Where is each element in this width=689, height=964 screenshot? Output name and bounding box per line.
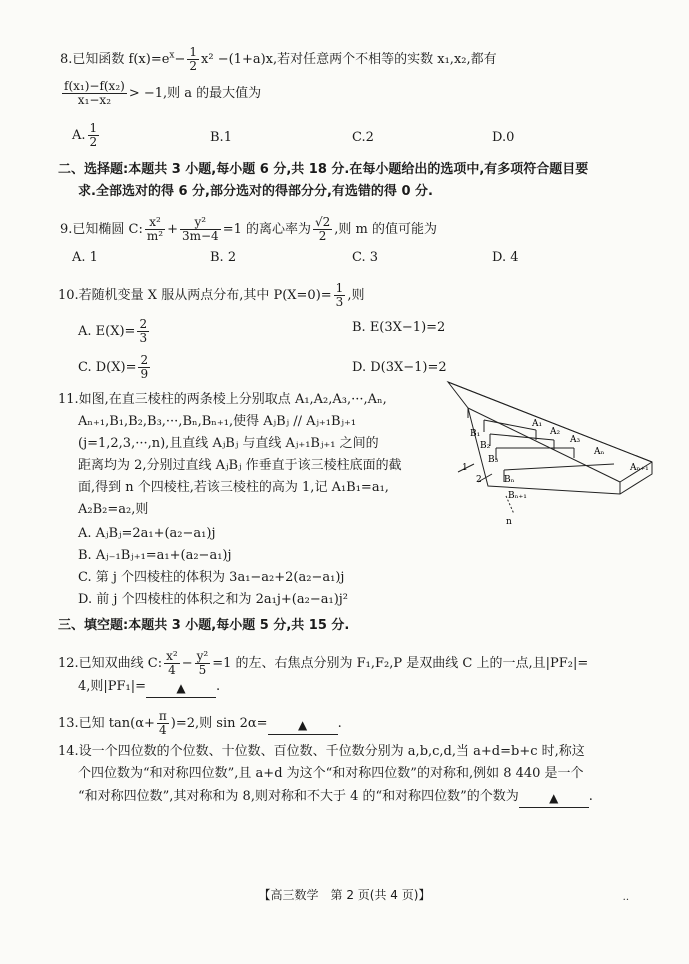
q9-e-den: 2 [318,229,327,243]
q9-f1-num: x² [145,216,165,230]
q12-answer-marker: ▲ [176,681,186,695]
q11-option-a: A. AⱼBⱼ=2a₁+(a₂−a₁)j [78,526,216,541]
q11-line4: 距离均为 2,分别过直线 AⱼBⱼ 作垂直于该三棱柱底面的截 [78,458,402,473]
q10-p-den: 3 [335,295,344,309]
q14-answer-marker: ▲ [549,791,559,805]
q8-stem-line1 [60,46,497,73]
section3-heading: 三、填空题:本题共 3 小题,每小题 5 分,共 15 分. [58,618,350,633]
q9-fraction-x [145,216,165,243]
q14-line2: 个四位数为“和对称四位数”,且 a+d 为这个“和对称四位数”的对称和,例如 8 440 是一个 [78,766,584,781]
q10-option-c-text: C. D(X)= [78,360,137,375]
label-bn: Bₙ [504,475,515,485]
q12-f2-num: y² [196,649,209,663]
q13-pi-den: 4 [159,723,167,737]
q10-option-a-den: 3 [139,331,148,345]
q11-line3: (j=1,2,3,···,n),且直线 AⱼBⱼ 与直线 Aⱼ₊₁Bⱼ₊₁ 之间的 [78,436,379,451]
q11-line6: A₂B₂=a₂,则 [78,502,149,517]
section2-heading-line1: 二、选择题:本题共 3 小题,每小题 6 分,共 18 分.在每小题给出的选项中,有多项符合题目要 [58,162,589,177]
q12-fraction-y [195,650,211,677]
q10-option-c-num: 2 [140,353,149,367]
q10-option-c [78,354,152,381]
q8-option-b [210,130,232,146]
q10-p-num: 1 [335,281,344,295]
q8-option-a-num: 1 [89,121,98,135]
q8-difference-quotient [62,80,127,107]
q9-f1-den: m² [146,229,164,243]
q12-end: . [216,679,221,694]
label-a1: A₁ [532,419,543,429]
q11-option-c: C. 第 j 个四棱柱的体积为 3a₁−a₂+2(a₂−a₁)j [78,570,345,585]
q11-line2: Aₙ₊₁,B₁,B₂,B₃,···,Bₙ,Bₙ₊₁,使得 AⱼBⱼ // Aⱼ₊₁Bⱼ₊₁ [78,414,357,429]
q8-option-c-text: 2 [365,130,374,145]
q12-stem [58,650,588,677]
q9-fraction-y [180,216,221,243]
label-a2: A₂ [550,427,561,437]
q8-minus: − [174,52,186,67]
q13-answer-marker: ▲ [297,718,308,732]
q9-option-a: A. 1 [72,250,98,265]
q12-f1-num: x² [166,649,178,663]
label-bn1: Bₙ₊₁ [508,491,527,501]
label-b2: B₂ [480,441,491,451]
q12-stem-b: =1 的左、右焦点分别为 F₁,F₂,P 是双曲线 C 上的一点,且|PF₂|= [212,656,589,671]
q10-option-c-fraction [138,354,150,381]
q14-end: . [588,789,593,804]
q9-option-d: D. 4 [492,250,519,265]
q9-stem-b: =1 的离心率为 [222,222,311,237]
label-2: 2 [476,475,482,485]
q12-stem-a: 12.已知双曲线 C: [58,656,163,671]
q9-e-num: √2 [314,215,331,229]
section-n [504,464,614,470]
q14-answer-blank[interactable] [519,790,589,808]
q10-stem [58,282,364,309]
q8-half-den: 2 [189,59,198,73]
q10-probability [334,282,346,309]
q8-half-fraction [187,46,199,73]
footer-corner-mark: .. [622,892,629,903]
q10-option-b: B. E(3X−1)=2 [352,320,446,335]
q13-stem-b: )=2,则 sin 2α= [170,716,268,731]
q9-stem-a: 9.已知椭圆 C: [60,222,143,237]
q8-option-d-label: D. [492,130,507,145]
q9-eccentricity [313,216,332,243]
section2-heading-line2: 求.全部选对的得 6 分,部分选对的得部分分,有选错的得 0 分. [78,184,433,199]
q10-option-a [78,318,151,345]
label-n: n [506,517,512,527]
q12-fraction-x [164,650,180,677]
q12-line2 [78,678,220,696]
q9-option-c: C. 3 [352,250,379,265]
q8-stem-a: 8.已知函数 f(x)=e [60,52,170,67]
q8-option-b-text: 1 [223,130,232,145]
q12-line2-text: 4,则|PF₁|= [78,679,147,694]
q8-option-c [352,130,374,146]
q14-line3 [78,788,593,806]
label-b1: B₁ [470,429,481,439]
q10-option-c-den: 9 [140,367,149,381]
q12-f1-den: 4 [168,663,176,677]
label-b3: B₃ [488,455,499,465]
q9-plus: + [167,222,178,237]
q11-option-b: B. Aⱼ₋₁Bⱼ₊₁=a₁+(a₂−a₁)j [78,548,232,563]
q13-pi-num: π [158,709,167,723]
label-an1: Aₙ₊₁ [630,463,649,473]
q9-stem [60,216,437,243]
q8-sup-x: x [169,50,175,61]
q9-f2-num: y² [180,216,221,230]
q13-pi-over-4 [157,710,169,737]
q10-option-d: D. D(3X−1)=2 [352,360,447,375]
q13-stem [58,710,342,737]
q10-option-a-fraction [137,318,149,345]
q8-stem-c: > −1,则 a 的最大值为 [128,86,262,101]
q10-stem-b: ,则 [347,288,365,303]
q14-line3-text: “和对称四位数”,其对称和为 8,则对称和不大于 4 的“和对称四位数”的个数为 [78,789,519,804]
q13-answer-blank[interactable] [268,717,338,735]
q11-option-d: D. 前 j 个四棱柱的体积之和为 2a₁j+(a₂−a₁)j² [78,592,349,607]
q8-option-a [72,122,101,149]
prism-mid-edge [468,408,620,482]
q11-line5: 面,得到 n 个四棱柱,若该三棱柱的高为 1,记 A₁B₁=a₁, [78,480,389,495]
label-an: Aₙ [594,447,605,457]
q12-minus: − [181,656,193,671]
q9-stem-c: ,则 m 的值可能为 [334,222,437,237]
label-a3: A₃ [570,435,581,445]
q13-end: . [337,716,342,731]
q8-stem-b: x² −(1+a)x,若对任意两个不相等的实数 x₁,x₂,都有 [201,52,497,67]
q12-answer-blank[interactable] [146,680,216,698]
q8-frac-den: x₁−x₂ [77,93,112,107]
q10-stem-a: 10.若随机变量 X 服从两点分布,其中 P(X=0)= [58,288,332,303]
q11-line1: 11.如图,在直三棱柱的两条棱上分别取点 A₁,A₂,A₃,···,Aₙ, [58,392,387,407]
q9-f2-den: 3m−4 [181,229,219,243]
q8-option-a-den: 2 [89,135,98,149]
q8-option-d-text: 0 [506,130,515,145]
q14-line1: 14.设一个四位数的个位数、十位数、百位数、千位数分别为 a,b,c,d,当 a+d=b+c 时,称这 [58,744,585,759]
q8-option-b-label: B. [210,130,224,145]
q8-option-a-fraction [88,122,100,149]
q10-option-a-num: 2 [139,317,148,331]
q11-prism-figure [444,378,664,538]
q8-stem-line2 [60,80,261,107]
page-footer: 【高三数学 第 2 页(共 4 页)】 [258,888,431,902]
q10-option-a-text: A. E(X)= [78,324,136,339]
q8-half-num: 1 [189,45,198,59]
q8-option-c-label: C. [352,130,366,145]
q9-option-b: B. 2 [210,250,237,265]
q12-f2-den: 5 [198,663,207,677]
label-1: 1 [462,463,468,473]
q8-option-d [492,130,514,146]
q8-option-a-label: A. [72,128,86,143]
q8-frac-num: f(x₁)−f(x₂) [64,79,125,93]
section-2 [490,434,554,440]
q13-stem-a: 13.已知 tan(α+ [58,716,155,731]
